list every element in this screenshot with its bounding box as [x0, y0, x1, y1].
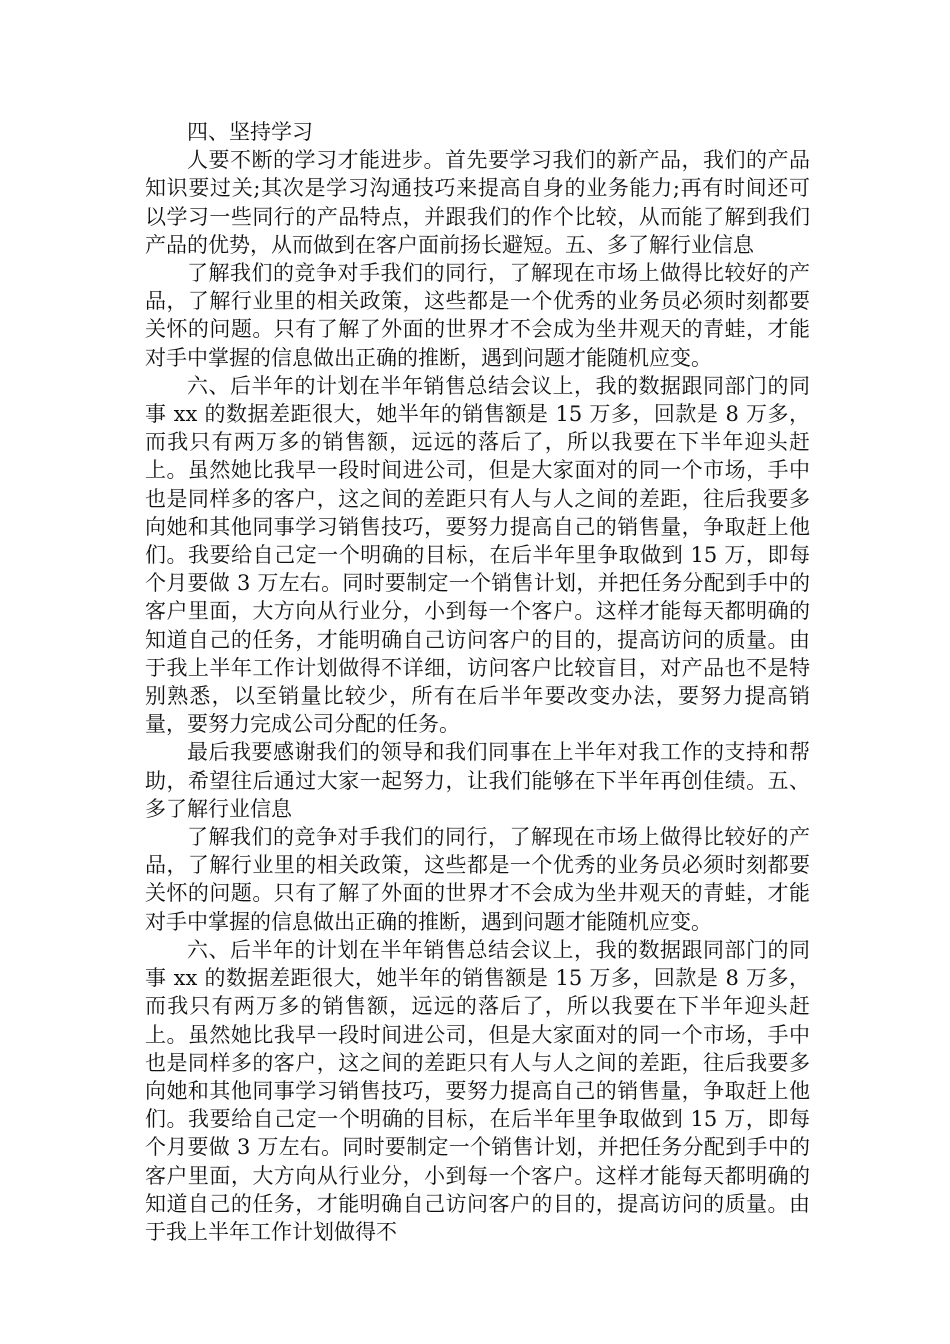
document-body	[145, 118, 810, 1246]
paragraph-thanks: 最后我要感谢我们的领导和我们同事在上半年对我工作的支持和帮助，希望往后通过大家一起努力，让我们能够在下半年再创佳绩。五、多了解行业信息	[145, 740, 810, 821]
paragraph-industry-info: 了解我们的竞争对手我们的同行，了解现在市场上做得比较好的产品，了解行业里的相关政策，这些都是一个优秀的业务员必须时刻都要关怀的问题。只有了解了外面的世界才不会成为坐井观天的青蛙，才能对手中掌握的信息做出正确的推断，遇到问题才能随机应变。	[145, 261, 810, 370]
paragraph-industry-info-repeat: 了解我们的竞争对手我们的同行，了解现在市场上做得比较好的产品，了解行业里的相关政策，这些都是一个优秀的业务员必须时刻都要关怀的问题。只有了解了外面的世界才不会成为坐井观天的青蛙，才能对手中掌握的信息做出正确的推断，遇到问题才能随机应变。	[145, 825, 810, 934]
paragraph-second-half-plan: 六、后半年的计划在半年销售总结会议上，我的数据跟同部门的同事 xx 的数据差距很大，她半年的销售额是 15 万多，回款是 8 万多，而我只有两万多的销售额，远远的落后了，所以我要在下半年迎头赶上。虽然她比我早一段时间进公司，但是大家面对的同一个市场，手中也是同样多的客户，这之间的差距只有人与人之间的差距，往后我要多向她和其他同事学习销售技巧，要努力提高自己的销售量，争取赶上他们。我要给自己定一个明确的目标，在后半年里争取做到 15 万，即每个月要做 3 万左右。同时要制定一个销售计划，并把任务分配到手中的客户里面，大方向从行业分，小到每一个客户。这样才能每天都明确的知道自己的任务，才能明确自己访问客户的目的，提高访问的质量。由于我上半年工作计划做得不详细，访问客户比较盲目，对产品也不是特别熟悉，以至销量比较少，所有在后半年要改变办法，要努力提高销量，要努力完成公司分配的任务。	[145, 373, 810, 737]
paragraph-learning: 人要不断的学习才能进步。首先要学习我们的新产品，我们的产品知识要过关;其次是学习沟通技巧来提高自身的业务能力;再有时间还可以学习一些同行的产品特点，并跟我们的作个比较，从而能了解到我们产品的优势，从而做到在客户面前扬长避短。五、多了解行业信息	[145, 148, 810, 257]
paragraph-second-half-plan-repeat: 六、后半年的计划在半年销售总结会议上，我的数据跟同部门的同事 xx 的数据差距很大，她半年的销售额是 15 万多，回款是 8 万多，而我只有两万多的销售额，远远的落后了，所以我要在下半年迎头赶上。虽然她比我早一段时间进公司，但是大家面对的同一个市场，手中也是同样多的客户，这之间的差距只有人与人之间的差距，往后我要多向她和其他同事学习销售技巧，要努力提高自己的销售量，争取赶上他们。我要给自己定一个明确的目标，在后半年里争取做到 15 万，即每个月要做 3 万左右。同时要制定一个销售计划，并把任务分配到手中的客户里面，大方向从行业分，小到每一个客户。这样才能每天都明确的知道自己的任务，才能明确自己访问客户的目的，提高访问的质量。由于我上半年工作计划做得不	[145, 937, 810, 1244]
section-heading-keep-learning: 四、坚持学习	[187, 120, 313, 144]
